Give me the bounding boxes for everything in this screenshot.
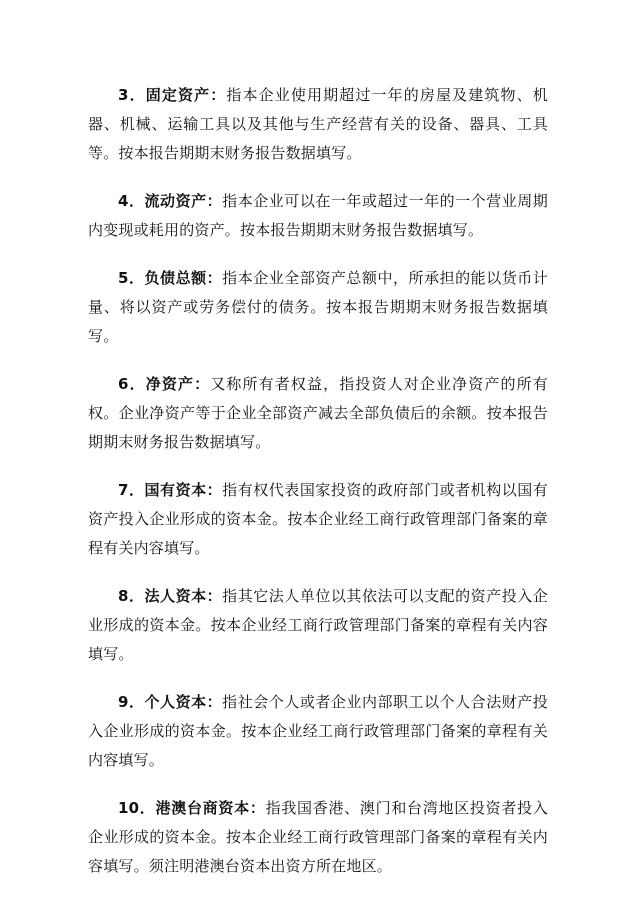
entry-body: 指社会个人或者企业内部职工以个人合法财产投入企业形成的资本金。按本企业经工商行政管理部门备案的章程有关内容填写。 <box>88 693 549 769</box>
entry-fixed-assets <box>88 81 548 168</box>
entry-term: 5．负债总额： <box>118 269 223 287</box>
entry-body: 指有权代表国家投资的政府部门或者机构以国有资产投入企业形成的资本金。按本企业经工商行政管理部门备案的章程有关内容填写。 <box>88 481 549 557</box>
entry-body: 指本企业全部资产总额中，所承担的能以货币计量、将以资产或劳务偿付的债务。按本报告期期末财务报告数据填写。 <box>88 269 549 345</box>
entry-total-liabilities <box>88 264 548 351</box>
entry-term: 8．法人资本： <box>118 587 223 605</box>
entry-term: 10．港澳台商资本： <box>118 799 266 817</box>
entry-body: 指我国香港、澳门和台湾地区投资者投入企业形成的资本金。按本企业经工商行政管理部门备案的章程有关内容填写。须注明港澳台资本出资方所在地区。 <box>88 799 549 875</box>
entry-current-assets <box>88 187 548 245</box>
entry-legal-person-capital <box>88 582 548 669</box>
entry-term: 9．个人资本： <box>118 693 223 711</box>
entry-term: 4．流动资产： <box>118 192 223 210</box>
document-page <box>88 81 548 900</box>
entry-body: 指本企业使用期超过一年的房屋及建筑物、机器、机械、运输工具以及其他与生产经营有关的设备、器具、工具等。按本报告期期末财务报告数据填写。 <box>88 86 548 162</box>
entry-individual-capital <box>88 688 548 775</box>
entry-net-assets <box>88 370 548 457</box>
entry-term: 3．固定资产： <box>118 86 227 104</box>
entry-body: 指本企业可以在一年或超过一年的一个营业周期内变现或耗用的资产。按本报告期期末财务报告数据填写。 <box>88 192 549 239</box>
entry-hk-macao-taiwan-capital <box>88 794 548 881</box>
entry-body: 又称所有者权益，指投资人对企业净资产的所有权。企业净资产等于企业全部资产减去全部负债后的余额。按本报告期期末财务报告数据填写。 <box>88 375 549 451</box>
entry-state-capital <box>88 476 548 563</box>
entry-term: 7．国有资本： <box>118 481 223 499</box>
entry-body: 指其它法人单位以其依法可以支配的资产投入企业形成的资本金。按本企业经工商行政管理部门备案的章程有关内容填写。 <box>88 587 549 663</box>
entry-term: 6．净资产： <box>118 375 211 393</box>
